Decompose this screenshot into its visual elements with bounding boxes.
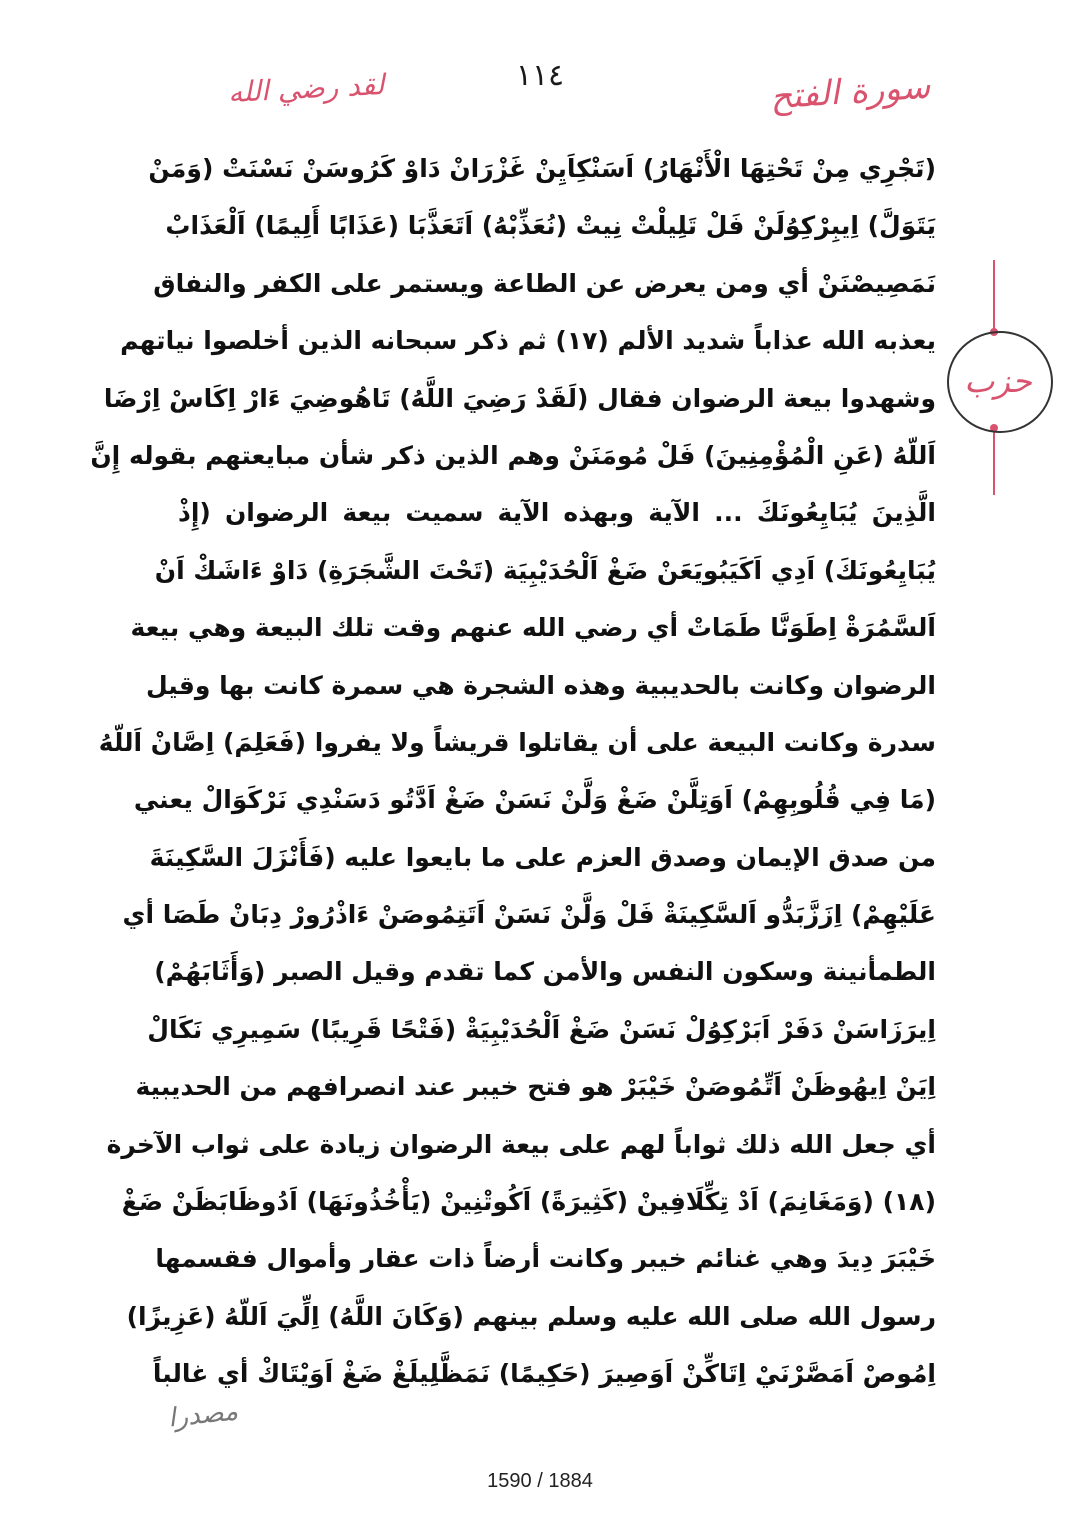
- page-indicator: 1590 / 1884: [487, 1470, 593, 1492]
- hizb-note: حزب: [964, 362, 1032, 400]
- text-line: (تَجْرِي مِنْ تَحْتِهَا الْأَنْهَارُ) اَسَنْكِاَيِنْ غَزْرَانْ دَاوْ كَرُوسَنْ نَسْنَتْ (وَمَنْ: [148, 154, 936, 183]
- bottom-handwritten-note: مصدرا: [166, 1396, 240, 1434]
- text-line: اِمُوصْ اَمَصَّرْنَيْ اِتَاكِّنْ اَوَصِيرَ (حَكِيمًا) نَمَظَّلِيلَغْ ضَغْ اَوَيْتَاكْ أي غالباً: [152, 1359, 936, 1389]
- text-line: يُبَايِعُونَكَ) اَدِي اَكَيَبُويَعَنْ ضَغْ اَلْحُدَيْبِيَة (تَحْتَ الشَّجَرَةِ) دَاوْ ءَاشَكْ اَنْ: [154, 555, 936, 585]
- text-line: اَللّهُ (عَنِ الْمُؤْمِنِينَ) فَلْ مُومَنَنْ وهم الذين ذكر شأن مبايعتهم بقوله إِنَّ: [90, 440, 936, 470]
- juz-handwritten-note: لقد رضي الله: [227, 67, 386, 110]
- text-line: اَلسَّمُرَةْ اِطَوَنَّا طَمَاتْ أي رضي الله عنهم وقت تلك البيعة وهي بيعة: [130, 613, 936, 643]
- text-line: الطمأنينة وسكون النفس والأمن كما تقدم وقيل الصبر (وَأَثَابَهُمْ): [154, 957, 936, 987]
- text-line: خَيْبَرَ دِيدَ وهي غنائم خيبر وكانت أرضاً ذات عقار وأموال فقسمها: [155, 1244, 936, 1274]
- text-line: اِيَنْ اِيهُوظَنْ اَتِّمُوصَنْ خَيْبَرْ هو فتح خيبر عند انصرافهم من الحديبية: [135, 1072, 936, 1102]
- text-line: وشهدوا بيعة الرضوان فقال (لَقَدْ رَضِيَ اللَّهُ) تَاهُوضِيَ ءَارْ اِكَاسْ اِرْضَا: [103, 383, 936, 413]
- text-line: من صدق الإيمان وصدق العزم على ما بايعوا عليه (فَأَنْزَلَ السَّكِينَةَ: [149, 842, 936, 872]
- commentary-text-block: [90, 140, 936, 1403]
- text-line: اِيرَزَاسَنْ دَفَرْ اَبَرْكِوُلْ نَسَنْ ضَغْ اَلْحُدَيْبِيَةْ (فَتْحًا قَرِيبًا) سَمِيرِي نَكَالْ: [147, 1014, 936, 1044]
- text-line: سدرة وكانت البيعة على أن يقاتلوا قريشاً ولا يفروا (فَعَلِمَ) اِصَّانْ اَللّهُ: [98, 727, 936, 757]
- text-line: الَّذِينَ يُبَايِعُونَكَ ... الآية وبهذه الآية سميت بيعة الرضوان (إِذْ: [178, 498, 936, 528]
- text-line: رسول الله صلى الله عليه وسلم بينهم (وَكَانَ اللَّهُ) اِلِّيَ اَللّهُ (عَزِيزًا): [126, 1301, 936, 1331]
- text-line: الرضوان وكانت بالحديبية وهذه الشجرة هي سمرة كانت بها وقيل: [145, 670, 936, 700]
- surah-handwritten-note: سورة الفتح: [768, 66, 932, 118]
- text-line: أي جعل الله ذلك ثواباً لهم على بيعة الرضوان زيادة على ثواب الآخرة: [106, 1129, 936, 1159]
- text-line: يَتَوَلَّ) اِيبِرْكِوُلَنْ فَلْ تَلِيلْتْ نِيتْ (نُعَذِّبْهُ) اَتَعَذَّبَا (عَذَابًا أَلِيمًا) اَلْعَذَابْ: [165, 211, 936, 241]
- text-line: (مَا فِي قُلُوبِهِمْ) اَوَتِلَّنْ ضَغْ وَلَّنْ نَسَنْ ضَغْ اَدَّتُو دَسَنْدِي نَرْكَوَالْ يعني: [133, 785, 936, 815]
- text-line: يعذبه الله عذاباً شديد الألم (١٧) ثم ذكر سبحانه الذين أخلصوا نياتهم: [120, 326, 936, 356]
- text-line: (١٨) (وَمَغَانِمَ) اَدْ تِكِّلَافِينْ (كَثِيرَةً) اَكُوتْنِينْ (يَأْخُذُونَهَا) اَدُوظَابَظَنْ ضَغْ: [121, 1187, 936, 1217]
- text-line: عَلَيْهِمْ) اِزَزَّبَدُّو اَلسَّكِينَةْ فَلْ وَلَّنْ نَسَنْ اَتَتِمُوصَنْ ءَاذْرُورْ دِبَانْ طَصَا أي: [122, 900, 936, 930]
- page-number: ١١٤: [515, 58, 565, 93]
- text-line: نَمَصِيصْنَنْ أي ومن يعرض عن الطاعة ويستمر على الكفر والنفاق: [153, 268, 936, 298]
